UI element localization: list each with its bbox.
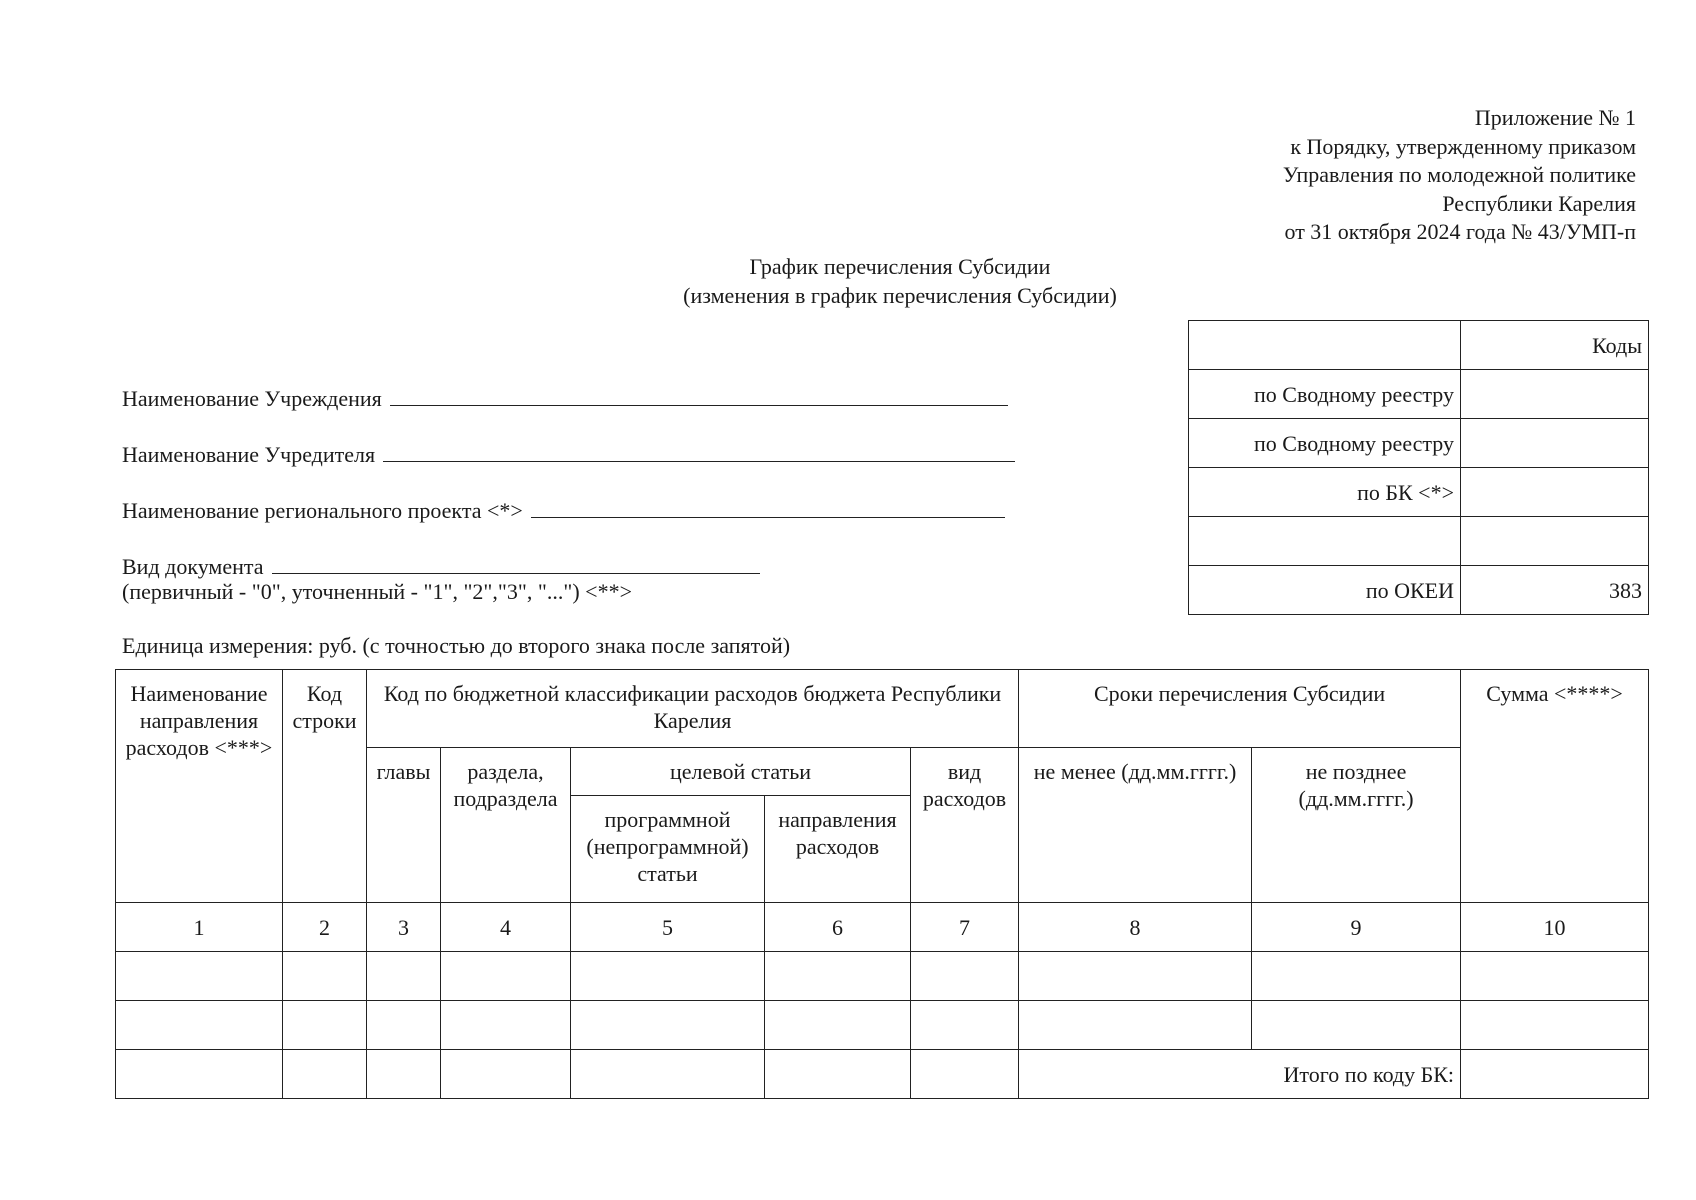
- column-number: 3: [367, 903, 441, 952]
- header-not-earlier: не менее (дд.мм.гггг.): [1019, 748, 1252, 903]
- total-label: Итого по коду БК:: [1019, 1050, 1461, 1099]
- document-title: [600, 253, 1200, 310]
- column-number: 4: [441, 903, 571, 952]
- institution-label: Наименование Учреждения: [122, 386, 382, 411]
- header-program: программной (непрограммной) статьи: [571, 796, 765, 903]
- subtitle-line: (изменения в график перечисления Субсидии): [683, 282, 1117, 308]
- table-cell[interactable]: [1019, 952, 1252, 1001]
- header-not-later: не позднее (дд.мм.гггг.): [1252, 748, 1461, 903]
- table-cell[interactable]: [765, 952, 911, 1001]
- table-cell[interactable]: [1461, 952, 1649, 1001]
- codes-row-value[interactable]: 383: [1461, 566, 1649, 615]
- table-cell[interactable]: [765, 1001, 911, 1050]
- table-cell[interactable]: [1461, 1001, 1649, 1050]
- header-direction: направления расходов: [765, 796, 911, 903]
- table-cell[interactable]: [441, 1050, 571, 1099]
- table-cell[interactable]: [116, 1001, 283, 1050]
- institution-field: [122, 383, 1008, 412]
- column-number: 8: [1019, 903, 1252, 952]
- codes-header: Коды: [1461, 321, 1649, 370]
- appendix-block: [1283, 104, 1636, 247]
- column-number: 10: [1461, 903, 1649, 952]
- column-number: 1: [116, 903, 283, 952]
- total-sum-cell[interactable]: [1461, 1050, 1649, 1099]
- founder-label: Наименование Учредителя: [122, 442, 376, 467]
- founder-field: [122, 439, 1015, 468]
- unit-label: Единица измерения: руб. (с точностью до второго знака после запятой): [122, 633, 791, 658]
- codes-row-value[interactable]: [1461, 468, 1649, 517]
- appendix-line: к Порядку, утвержденному приказом: [1290, 133, 1636, 159]
- table-cell[interactable]: [911, 952, 1019, 1001]
- codes-row-label: по БК <*>: [1189, 468, 1461, 517]
- header-sum: Сумма <****>: [1461, 670, 1649, 903]
- appendix-line: Республики Карелия: [1442, 190, 1636, 216]
- codes-table: [1188, 320, 1649, 615]
- table-cell[interactable]: [283, 1001, 367, 1050]
- table-cell[interactable]: [283, 1050, 367, 1099]
- header-row-code: Код строки: [283, 670, 367, 903]
- table-cell[interactable]: [441, 1001, 571, 1050]
- table-cell[interactable]: [367, 1050, 441, 1099]
- regional-project-input-line[interactable]: [531, 495, 1005, 518]
- appendix-line: Приложение № 1: [1474, 105, 1636, 130]
- doc-type-field: [122, 551, 760, 580]
- codes-row-value[interactable]: [1461, 517, 1649, 566]
- institution-input-line[interactable]: [390, 383, 1008, 406]
- total-row: [116, 1050, 1649, 1099]
- table-cell[interactable]: [911, 1001, 1019, 1050]
- codes-row-value[interactable]: [1461, 419, 1649, 468]
- table-cell[interactable]: [116, 1050, 283, 1099]
- column-number: 5: [571, 903, 765, 952]
- appendix-line: Управления по молодежной политике: [1282, 162, 1636, 187]
- codes-row-label: [1189, 517, 1461, 566]
- founder-input-line[interactable]: [383, 439, 1015, 462]
- table-row: [116, 1001, 1649, 1050]
- codes-row-label: по Сводному реестру: [1189, 370, 1461, 419]
- codes-corner-cell: [1189, 321, 1461, 370]
- header-section: раздела, подраздела: [441, 748, 571, 903]
- column-number-row: [116, 903, 1649, 952]
- header-budget-code: Код по бюджетной классификации расходов бюджета Республики Карелия: [367, 670, 1019, 748]
- table-row: [116, 952, 1649, 1001]
- table-cell[interactable]: [441, 952, 571, 1001]
- codes-row-label: по ОКЕИ: [1189, 566, 1461, 615]
- column-number: 9: [1252, 903, 1461, 952]
- table-cell[interactable]: [1019, 1001, 1252, 1050]
- header-expense-direction: Наименование направления расходов <***>: [116, 670, 283, 903]
- table-cell[interactable]: [367, 952, 441, 1001]
- doc-type-input-line[interactable]: [272, 551, 760, 574]
- header-expense-type: вид расходов: [911, 748, 1019, 903]
- regional-project-label: Наименование регионального проекта <*>: [122, 498, 523, 523]
- doc-type-hint: (первичный - "0", уточненный - "1", "2","3", "...") <**>: [122, 579, 632, 604]
- appendix-line: от 31 октября 2024 года № 43/УМП-п: [1284, 219, 1636, 244]
- table-cell[interactable]: [911, 1050, 1019, 1099]
- transfer-schedule-table: [115, 669, 1649, 1099]
- table-cell[interactable]: [571, 1050, 765, 1099]
- header-chapter: главы: [367, 748, 441, 903]
- regional-project-field: [122, 495, 1005, 524]
- table-cell[interactable]: [367, 1001, 441, 1050]
- table-cell[interactable]: [1252, 1001, 1461, 1050]
- table-cell[interactable]: [116, 952, 283, 1001]
- table-cell[interactable]: [1252, 952, 1461, 1001]
- codes-row-value[interactable]: [1461, 370, 1649, 419]
- table-cell[interactable]: [571, 1001, 765, 1050]
- column-number: 6: [765, 903, 911, 952]
- codes-row-label: по Сводному реестру: [1189, 419, 1461, 468]
- title-line: График перечисления Субсидии: [749, 254, 1051, 279]
- header-target: целевой статьи: [571, 748, 911, 796]
- column-number: 2: [283, 903, 367, 952]
- column-number: 7: [911, 903, 1019, 952]
- doc-type-label: Вид документа: [122, 554, 264, 579]
- table-cell[interactable]: [571, 952, 765, 1001]
- table-cell[interactable]: [283, 952, 367, 1001]
- table-cell[interactable]: [765, 1050, 911, 1099]
- header-terms: Сроки перечисления Субсидии: [1019, 670, 1461, 748]
